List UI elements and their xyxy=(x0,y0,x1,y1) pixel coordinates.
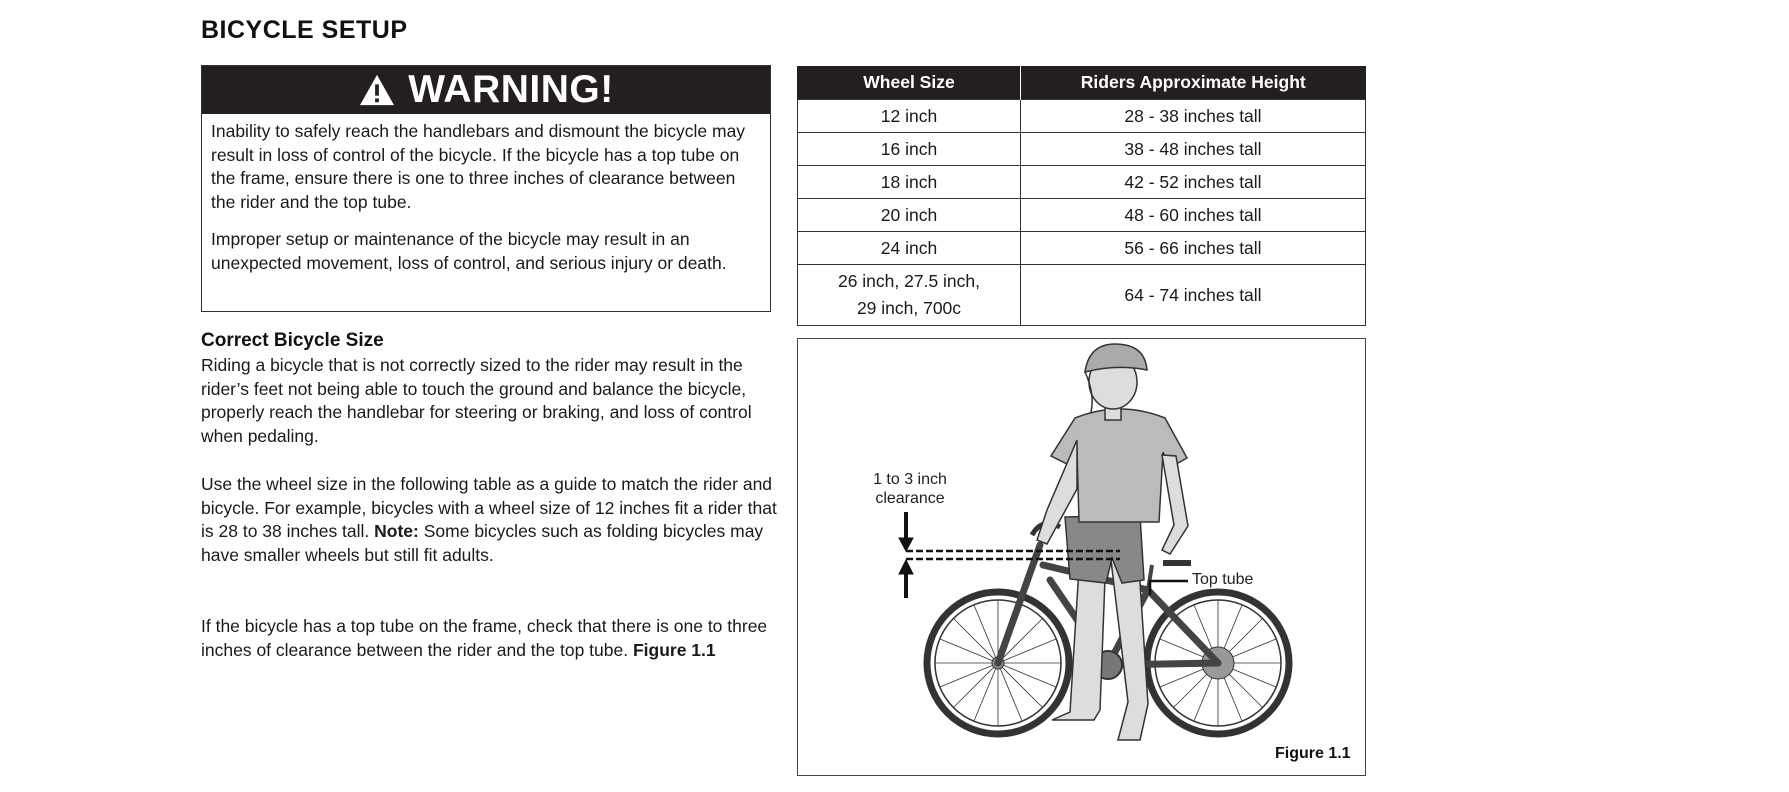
clearance-label-line: clearance xyxy=(875,490,945,507)
rider-height-cell: 28 - 38 inches tall xyxy=(1021,100,1366,133)
warning-paragraph: Improper setup or maintenance of the bicycle may result in an unexpected movement, loss of control, and serious injury or death. xyxy=(211,229,727,273)
rider-figure xyxy=(1037,344,1188,740)
size-paragraph: Riding a bicycle that is not correctly sized to the rider may result in the rider’s feet not being able to touch the ground and balance the bicycle, properly reach the handlebar for steering or braking, and loss of control when pedaling. xyxy=(201,355,752,446)
paragraph-text: Use the wheel size in the following table as a guide to match the rider and bicycle. For example, bicycles with a wheel size of 12 inches fit a rider that is 28 to 38 inches tall. xyxy=(201,474,777,541)
wheel-size-cell: 16 inch xyxy=(798,133,1021,166)
bicycle-seat xyxy=(1163,560,1191,566)
section-heading: Correct Bicycle Size xyxy=(201,330,384,351)
wheel-size-cell: 24 inch xyxy=(798,232,1021,265)
figure-caption: Figure 1.1 xyxy=(1275,745,1351,762)
warning-title: WARNING! xyxy=(408,68,614,111)
note-label: Note: xyxy=(374,521,419,541)
warning-paragraph: Inability to safely reach the handlebars and dismount the bicycle may result in loss of control of the bicycle. If the bicycle has a top tube on the frame, ensure there is one to three inches of clearance between the rider and the top tube. xyxy=(211,121,746,212)
wheel-size-cell: 12 inch xyxy=(798,100,1021,133)
wheel-size-line: 26 inch, 27.5 inch, xyxy=(837,271,981,291)
paragraph-text: If the bicycle has a top tube on the frame, check that there is one to three inches of clearance between the rider and the top tube. xyxy=(201,616,768,660)
wheel-size-line: 29 inch, 700c xyxy=(856,298,962,318)
figure-reference: Figure 1.1 xyxy=(632,639,716,660)
top-tube-leader xyxy=(1150,581,1188,595)
rider-height-cell: 48 - 60 inches tall xyxy=(1021,199,1366,232)
page-title: BICYCLE SETUP xyxy=(201,16,408,44)
rider-height-cell: 38 - 48 inches tall xyxy=(1021,133,1366,166)
wheel-size-cell: 18 inch xyxy=(798,166,1021,199)
rider-height-cell: 64 - 74 inches tall xyxy=(1021,265,1366,326)
note-text: Some bicycles such as folding bicycles may have smaller wheels but still fit adults. xyxy=(201,521,764,565)
rider-height-cell: 56 - 66 inches tall xyxy=(1021,232,1366,265)
wheel-size-cell: 20 inch xyxy=(798,199,1021,232)
clearance-label-line: 1 to 3 inch xyxy=(873,471,947,488)
rider-height-cell: 42 - 52 inches tall xyxy=(1021,166,1366,199)
clearance-label xyxy=(855,470,965,508)
top-tube-label: Top tube xyxy=(1192,571,1254,588)
column-header: Riders Approximate Height xyxy=(1021,66,1366,100)
column-header: Wheel Size xyxy=(798,66,1021,100)
